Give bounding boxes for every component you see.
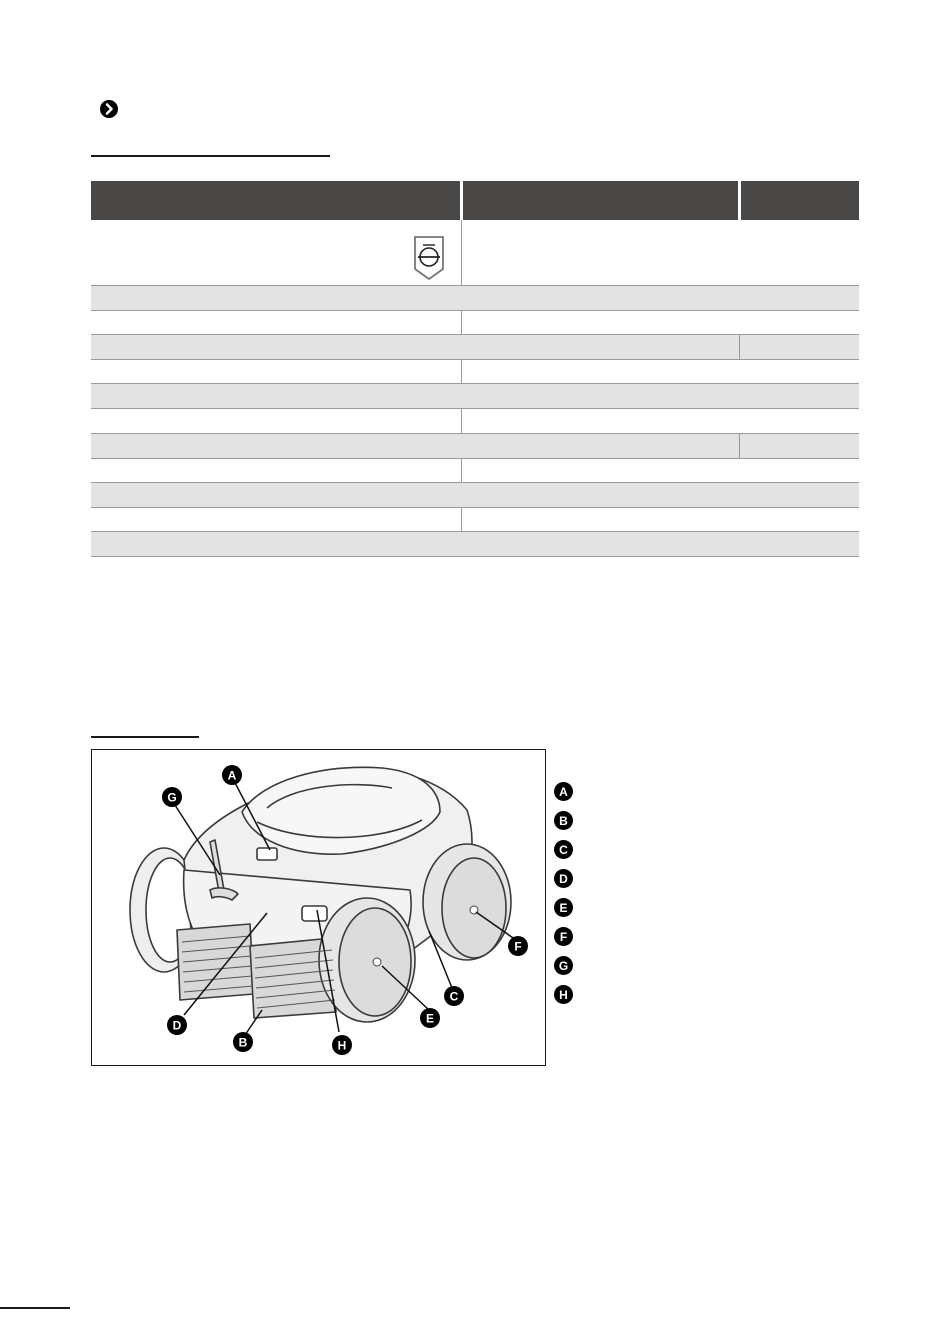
table-divider: [91, 556, 859, 557]
svg-text:A: A: [227, 768, 237, 783]
legend-g-icon: [554, 956, 573, 975]
table-header-col-2: [463, 181, 738, 220]
callout-a-icon: [222, 765, 242, 785]
table-divider: [91, 458, 859, 459]
table-row: [91, 483, 859, 507]
callout-c-icon: [444, 986, 464, 1006]
svg-text:B: B: [238, 1035, 248, 1050]
table-row: [91, 532, 859, 556]
svg-text:E: E: [425, 1011, 435, 1026]
svg-text:F: F: [514, 939, 522, 954]
robot-diagram: [91, 749, 546, 1066]
legend-e-icon: [554, 898, 573, 917]
pool-robot-illustration: [92, 750, 544, 1064]
svg-text:H: H: [559, 988, 568, 1002]
table-row: [91, 384, 859, 408]
svg-text:E: E: [559, 901, 568, 915]
table-row: [91, 434, 859, 458]
table-divider: [91, 359, 859, 360]
svg-text:B: B: [559, 814, 568, 828]
table-header-col-1: [91, 181, 460, 220]
table-divider: [91, 507, 859, 508]
section-title-underline: [91, 736, 199, 738]
legend-h-icon: [554, 985, 573, 1004]
diagram-legend: [554, 782, 578, 1007]
svg-text:D: D: [559, 872, 568, 886]
table-header-col-3: [741, 181, 859, 220]
table-row: [91, 286, 859, 310]
callout-f-icon: [508, 936, 528, 956]
callout-e-icon: [420, 1008, 440, 1028]
table-column-divider: [739, 434, 740, 458]
callout-h-icon: [332, 1035, 352, 1055]
svg-text:D: D: [172, 1018, 182, 1033]
legend-c-icon: [554, 840, 573, 859]
table-column-divider: [739, 335, 740, 359]
table-divider: [91, 310, 859, 311]
svg-text:A: A: [559, 785, 568, 799]
svg-text:H: H: [337, 1038, 347, 1053]
footer-rule: [0, 1307, 70, 1309]
spec-table: [91, 181, 859, 556]
svg-text:C: C: [449, 989, 459, 1004]
callout-b-icon: [233, 1032, 253, 1052]
ce-product-symbol-icon: [413, 235, 445, 281]
table-row: [91, 335, 859, 359]
legend-f-icon: [554, 927, 573, 946]
legend-a-icon: [554, 782, 573, 801]
svg-text:G: G: [167, 790, 177, 805]
section-title-underline: [91, 155, 330, 157]
svg-text:F: F: [559, 930, 568, 944]
legend-b-icon: [554, 811, 573, 830]
callout-g-icon: [162, 787, 182, 807]
legend-d-icon: [554, 869, 573, 888]
table-divider: [91, 408, 859, 409]
callout-d-icon: [167, 1015, 187, 1035]
svg-text:G: G: [558, 959, 569, 973]
svg-text:C: C: [559, 843, 568, 857]
chevron-right-circle-icon: [99, 99, 119, 119]
